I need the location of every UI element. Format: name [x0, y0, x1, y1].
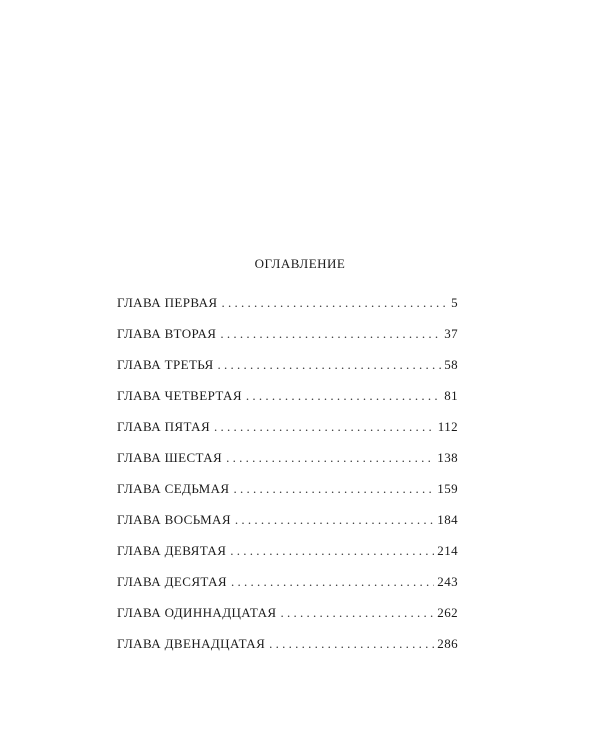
toc-heading: оглавление	[254, 252, 346, 273]
toc-entry-label: ГЛАВА ПЕРВАЯ	[117, 295, 218, 310]
toc-entry[interactable]	[117, 295, 458, 326]
toc-entry-label: ГЛАВА ОДИННАДЦАТАЯ	[117, 605, 277, 620]
toc-entry-label: ГЛАВА ДЕВЯТАЯ	[117, 543, 227, 558]
toc-entry-page: 81	[444, 388, 458, 403]
toc-dot-leader	[233, 481, 434, 497]
toc-entry[interactable]	[117, 512, 458, 543]
toc-dot-leader	[214, 419, 435, 435]
toc-entry-page: 112	[437, 419, 458, 434]
toc-dot-leader	[269, 636, 434, 652]
toc-entry[interactable]	[117, 481, 458, 512]
toc-entry-label: ГЛАВА ВТОРАЯ	[117, 326, 217, 341]
toc-entry-label: ГЛАВА ЧЕТВЕРТАЯ	[117, 388, 242, 403]
toc-entry-page: 214	[437, 543, 458, 558]
toc-entry-page: 286	[437, 636, 458, 651]
toc-entry[interactable]	[117, 636, 458, 667]
toc-dot-leader	[246, 388, 441, 404]
toc-dot-leader	[226, 450, 434, 466]
toc-dot-leader	[220, 326, 441, 342]
toc-entry[interactable]	[117, 419, 458, 450]
toc-entry[interactable]	[117, 574, 458, 605]
toc-entry[interactable]	[117, 450, 458, 481]
toc-entry-page: 58	[444, 357, 458, 372]
toc-entry[interactable]	[117, 388, 458, 419]
toc-dot-leader	[230, 543, 434, 559]
toc-entry-label: ГЛАВА ДЕСЯТАЯ	[117, 574, 227, 589]
toc-dot-leader	[218, 357, 442, 373]
toc-entry-label: ГЛАВА ДВЕНАДЦАТАЯ	[117, 636, 266, 651]
toc-entry-page: 159	[437, 481, 458, 496]
toc-list	[117, 295, 458, 667]
toc-dot-leader	[280, 605, 434, 621]
toc-entry-page: 262	[437, 605, 458, 620]
toc-entry-label: ГЛАВА ШЕСТАЯ	[117, 450, 223, 465]
toc-entry-label: ГЛАВА ПЯТАЯ	[117, 419, 211, 434]
toc-entry-label: ГЛАВА СЕДЬМАЯ	[117, 481, 230, 496]
toc-dot-leader	[235, 512, 434, 528]
toc-entry[interactable]	[117, 326, 458, 357]
toc-entry-page: 184	[437, 512, 458, 527]
toc-entry[interactable]	[117, 357, 458, 388]
toc-dot-leader	[231, 574, 434, 590]
toc-entry-page: 138	[437, 450, 458, 465]
toc-entry-label: ГЛАВА ВОСЬМАЯ	[117, 512, 231, 527]
toc-entry-label: ГЛАВА ТРЕТЬЯ	[117, 357, 214, 372]
toc-entry[interactable]	[117, 605, 458, 636]
toc-entry-page: 5	[451, 295, 458, 310]
toc-entry-page: 243	[437, 574, 458, 589]
toc-entry[interactable]	[117, 543, 458, 574]
toc-entry-page: 37	[444, 326, 458, 341]
toc-dot-leader	[222, 295, 449, 311]
